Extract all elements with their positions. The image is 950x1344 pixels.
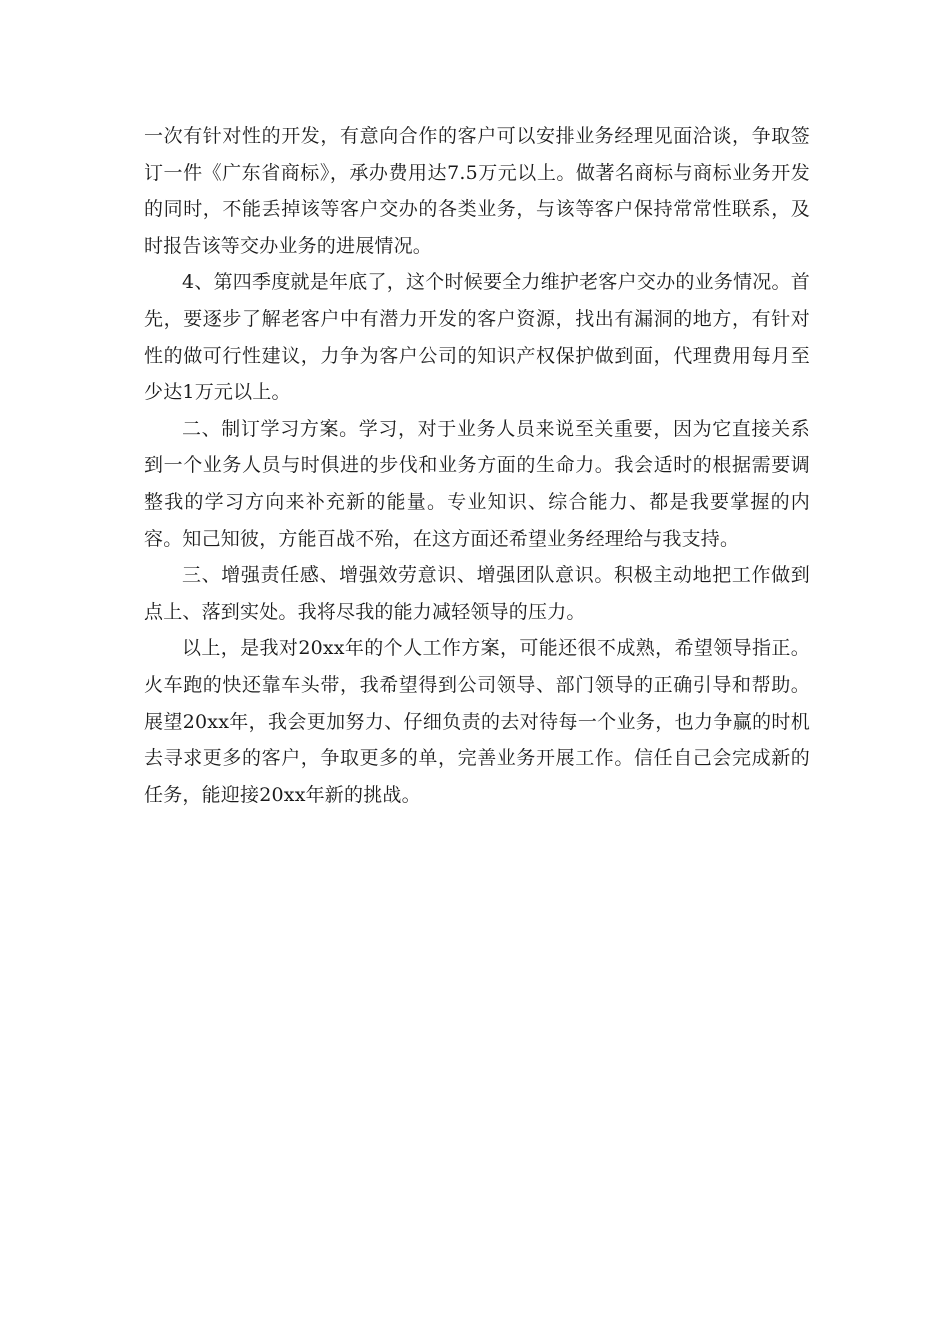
document-page <box>144 118 810 813</box>
paragraph-responsibility: 三、增强责任感、增强效劳意识、增强团队意识。积极主动地把工作做到点上、落到实处。我将尽我的能力减轻领导的压力。 <box>144 564 810 623</box>
paragraph-fourth-quarter: 4、第四季度就是年底了，这个时候要全力维护老客户交办的业务情况。首先，要逐步了解老客户中有潜力开发的客户资源，找出有漏洞的地方，有针对性的做可行性建议，力争为客户公司的知识产权保护做到面，代理费用每月至少达1万元以上。 <box>144 271 810 404</box>
paragraph-conclusion: 以上，是我对20xx年的个人工作方案，可能还很不成熟，希望领导指正。火车跑的快还靠车头带，我希望得到公司领导、部门领导的正确引导和帮助。展望20xx年，我会更加努力、仔细负责的去对待每一个业务，也力争赢的时机去寻求更多的客户，争取更多的单，完善业务开展工作。信任自己会完成新的任务，能迎接20xx年新的挑战。 <box>144 637 810 806</box>
paragraph-study-plan: 二、制订学习方案。学习，对于业务人员来说至关重要，因为它直接关系到一个业务人员与时俱进的步伐和业务方面的生命力。我会适时的根据需要调整我的学习方向来补充新的能量。专业知识、综合能力、都是我要掌握的内容。知己知彼，方能百战不殆，在这方面还希望业务经理给与我支持。 <box>144 417 810 550</box>
paragraph-continuation: 一次有针对性的开发，有意向合作的客户可以安排业务经理见面洽谈，争取签订一件《广东省商标》，承办费用达7.5万元以上。做著名商标与商标业务开发的同时，不能丢掉该等客户交办的各类业务，与该等客户保持常常性联系，及时报告该等交办业务的进展情况。 <box>144 125 810 257</box>
